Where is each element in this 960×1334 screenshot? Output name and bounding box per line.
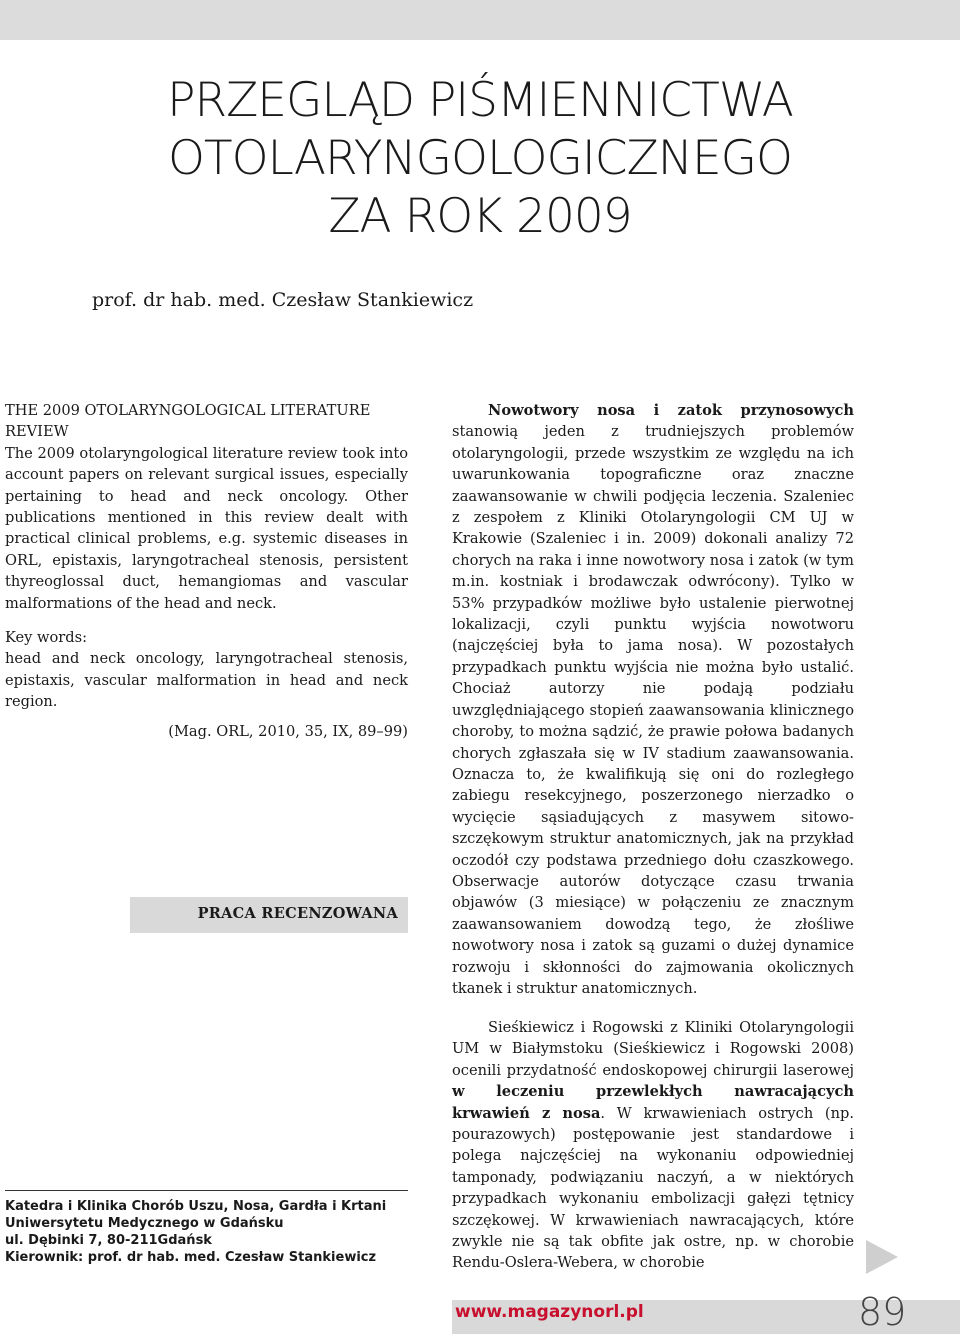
affiliation-block [5,1198,415,1266]
abstract-heading-line-2: REVIEW [5,423,69,441]
title-line-1: PRZEGLĄD PIŚMIENNICTWA [167,73,793,128]
paragraph-2-intro: Sieśkiewicz i Rogowski z Kliniki Otolaryngologii UM w Białymstoku (Sieśkiewicz i Rogowski 2008) ocenili przydatność endoskopowej chirurgii laserowej [452,1019,854,1079]
title-line-2: OTOLARYNGOLOGICZNEGO [167,131,793,186]
peer-reviewed-badge [130,897,408,933]
triangle-right-icon [866,1240,898,1274]
page-number: 89 [858,1290,907,1334]
article-title [0,72,960,246]
body-paragraph-1 [452,400,854,999]
citation: (Mag. ORL, 2010, 35, IX, 89–99) [168,722,408,740]
affiliation-line-4: Kierownik: prof. dr hab. med. Czesław Stankiewicz [5,1250,377,1265]
paragraph-1-text [452,400,854,999]
paragraph-2-text [452,1017,854,1274]
paragraph-1-lead: Nowotwory nosa i zatok przynosowych [488,402,854,419]
title-line-3: ZA ROK 2009 [328,189,632,244]
affiliation-line-2: Uniwersytetu Medycznego w Gdańsku [5,1216,284,1231]
english-abstract [5,400,408,742]
abstract-heading [5,400,408,443]
keywords-label: Key words: [5,629,88,647]
affiliation-line-3: ul. Dębinki 7, 80-211Gdańsk [5,1233,212,1248]
affiliation-divider [5,1190,408,1191]
paragraph-1-body: stanowią jeden z trudniejszych problemów otolaryngologii, przede wszystkim ze względu na ich uwarunkowania topograficzne oraz znaczne zaawansowanie w chwili podjęcia leczenia. Szaleniec z zespołem z Kliniki Otolaryngologii CM UJ w Krakowie (Szaleniec i in. 2009) dokonali analizy 72 chorych na raka i inne nowotwory nosa i zatok (w tym m.in. kostniak i brodawczak odwrócony). Tylko w 53% przypadków możliwe było ustalenie pierwotnej lokalizacji, czyli punktu wyjścia nowotworu (najczęściej była to jama nosa). W pozostałych przypadkach punktu wyjścia nie można było ustalić. Chociaż autorzy nie podają podziału uwzględniającego stopień zaawansowania klinicznego choroby, to można sądzić, że prawie połowa badanych chorych zgłaszała się w IV stadium zaawansowania. Oznacza to, że kwalifikują się oni do rozległego zabiegu resekcyjnego, poszerzonego nierzadko o wycięcie sąsiadujących z masywem sitowo-szczękowym struktur anatomicznych, jak na przykład oczodół czy podstawa przedniego dołu czaszkowego. Obserwacje autorów dotyczące czasu trwania objawów (3 miesiące) w połączeniu ze znacznym zaawansowaniem dowodzą tego, że złośliwe nowotwory nosa i zatok są guzami o dużej dynamice rozwoju i skłonności do zajmowania okolicznych tkanek i struktur anatomicznych. [452,423,854,997]
author-name: prof. dr hab. med. Czesław Stankiewicz [92,289,474,311]
body-paragraph-2 [452,1017,854,1274]
peer-reviewed-label: PRACA RECENZOWANA [197,905,398,922]
paragraph-2-emphasis: w leczeniu przewlekłych nawracających krwawień z nosa [452,1083,854,1122]
abstract-heading-line-1: THE 2009 OTOLARYNGOLOGICAL LITERATURE [5,402,371,419]
top-gray-band [0,0,960,40]
abstract-body: The 2009 otolaryngological literature review took into account papers on relevant surgical issues, especially pertaining to head and neck oncology. Other publications mentioned in this review dealt with practical clinical problems, e.g. systemic diseases in ORL, epistaxis, laryngotracheal stenosis, persistent thyreoglossal duct, hemangiomas and vascular malformations of the head and neck. [5,444,408,612]
keywords-text: head and neck oncology, laryngotracheal stenosis, epistaxis, vascular malformation in head and neck region. [5,650,408,711]
magazine-url-link[interactable]: www.magazynorl.pl [455,1302,644,1322]
affiliation-line-1: Katedra i Klinika Chorób Uszu, Nosa, Gardła i Krtani [5,1199,387,1214]
paragraph-2-body: . W krwawieniach ostrych (np. pourazowych) postępowanie jest standardowe i polega najczęściej na wykonaniu odpowiedniej tamponady, podwiązaniu naczyń, a w niektórych przypadkach wykonaniu embolizacji gałęzi tętnicy szczękowej. W krwawieniach nawracających, które zwykle nie są tak obfite jak ostre, np. w chorobie Rendu-Oslera-Webera, w chorobie [452,1104,854,1272]
